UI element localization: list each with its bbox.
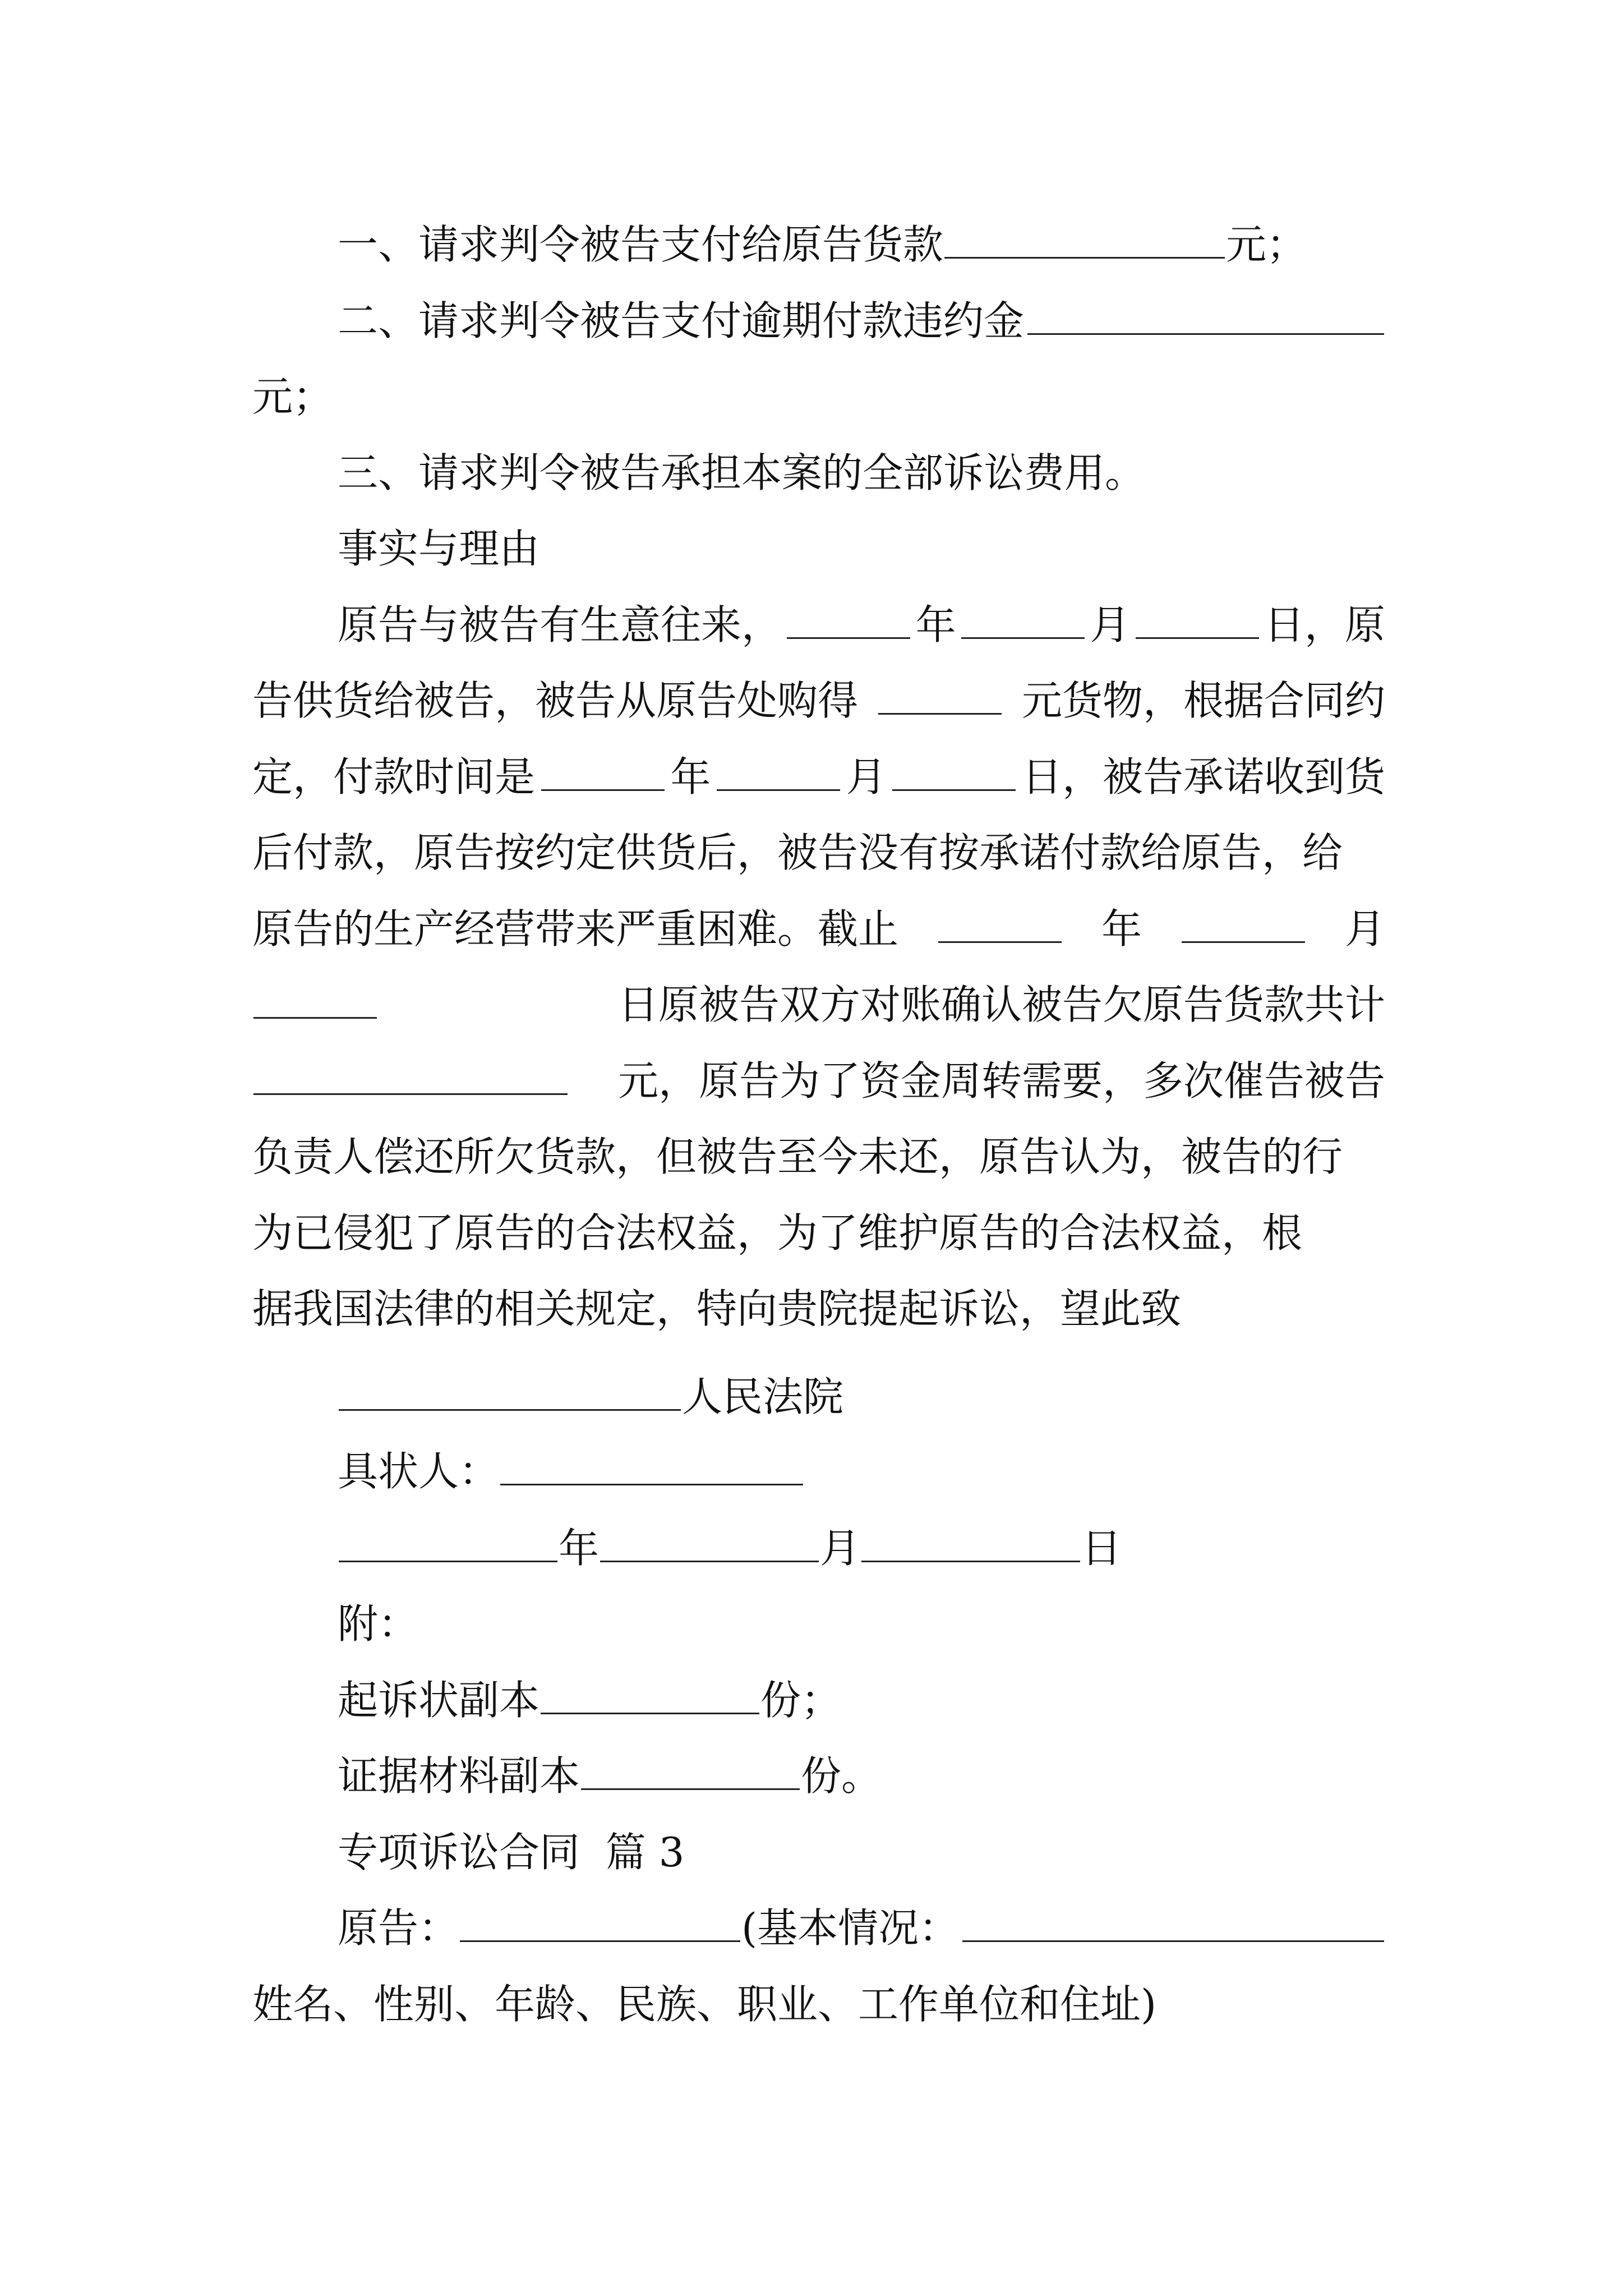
facts-text: 月 — [1090, 601, 1131, 648]
date-year: 年 — [559, 1525, 600, 1572]
plaintiff-name-blank — [460, 1908, 740, 1942]
facts-heading — [338, 521, 1385, 577]
copies-blank — [541, 1680, 759, 1714]
year-blank — [938, 909, 1062, 943]
facts-text: 日，原 — [1264, 601, 1385, 648]
section-title — [338, 1824, 1385, 1880]
plaintiff-detail-text: 姓名、性别、年龄、民族、职业、工作单位和住址) — [252, 1981, 1157, 2028]
amount-blank — [878, 680, 1002, 715]
date-line — [338, 1520, 1385, 1576]
claim-1 — [338, 217, 1385, 273]
month-blank — [717, 757, 840, 791]
signer-label: 具状人： — [338, 1448, 500, 1495]
penalty-blank — [1027, 301, 1384, 335]
amount-blank — [944, 224, 1225, 259]
court-name-blank — [339, 1377, 681, 1411]
year-blank — [339, 1528, 557, 1562]
day-blank — [861, 1528, 1080, 1562]
claim-2-unit: 元； — [252, 373, 334, 420]
attachment-2-unit: 份。 — [801, 1752, 882, 1800]
facts-line-5 — [252, 901, 1385, 957]
facts-line-3 — [252, 749, 1385, 805]
claim-3 — [338, 445, 1385, 501]
plaintiff-info-label: (基本情况： — [741, 1904, 960, 1952]
facts-text: 为已侵犯了原告的合法权益，为了维护原告的合法权益，根 — [252, 1209, 1303, 1257]
attachment-2 — [338, 1748, 1385, 1804]
facts-text: 告供货给被告，被告从原告处购得 — [252, 677, 859, 724]
attachment-label: 附： — [338, 1600, 419, 1648]
day-blank — [1136, 605, 1259, 639]
court-suffix: 人民法院 — [682, 1373, 844, 1420]
attachment-heading — [338, 1596, 1385, 1652]
amount-blank — [253, 1061, 568, 1095]
facts-line-9 — [252, 1205, 1385, 1261]
facts-line-8 — [252, 1129, 1385, 1185]
claim-1-text: 一、请求判令被告支付给原告货款 — [338, 221, 944, 268]
facts-line-2 — [252, 673, 1385, 729]
facts-text: 原告与被告有生意往来， — [338, 601, 782, 648]
plaintiff-detail-line — [252, 1976, 1385, 2032]
facts-text: 日，被告承诺收到货 — [1021, 753, 1385, 800]
attachment-1-unit: 份； — [760, 1677, 842, 1724]
facts-text: 定，付款时间是 — [252, 753, 536, 800]
facts-text: 月 — [846, 753, 887, 800]
attachment-1-text: 起诉状副本 — [338, 1677, 540, 1724]
facts-text: 元，原告为了资金周转需要，多次催告被告 — [617, 1057, 1385, 1105]
attachment-1 — [338, 1672, 1385, 1728]
copies-blank — [581, 1756, 800, 1790]
facts-text: 月 — [1344, 905, 1385, 953]
facts-text: 日原被告双方对账确认被告欠原告货款共计 — [617, 981, 1385, 1028]
month-blank — [1182, 909, 1305, 943]
facts-text: 年 — [915, 601, 956, 648]
court-line — [338, 1369, 1385, 1425]
facts-line-6 — [252, 977, 1385, 1033]
claim-1-unit: 元； — [1226, 221, 1307, 268]
facts-heading-text: 事实与理由 — [338, 525, 540, 572]
month-blank — [600, 1528, 819, 1562]
signer-line — [338, 1443, 1385, 1499]
facts-text: 负责人偿还所欠货款，但被告至今未还，原告认为，被告的行 — [252, 1133, 1343, 1180]
claim-2 — [338, 293, 1385, 349]
date-month: 月 — [820, 1525, 861, 1572]
plaintiff-line — [338, 1900, 1385, 1956]
plaintiff-info-blank — [962, 1908, 1384, 1942]
plaintiff-label: 原告： — [338, 1904, 459, 1952]
month-blank — [961, 605, 1085, 639]
day-blank — [253, 984, 377, 1019]
facts-text: 据我国法律的相关规定，特向贵院提起诉讼，望此致 — [252, 1285, 1182, 1332]
facts-line-10 — [252, 1281, 1385, 1337]
day-blank — [892, 757, 1016, 791]
facts-text: 元货物，根据合同约 — [1021, 677, 1385, 724]
claim-2-cont — [252, 369, 1385, 425]
facts-text: 原告的生产经营带来严重困难。截止 — [252, 905, 899, 953]
facts-text: 后付款，原告按约定供货后，被告没有按承诺付款给原告，给 — [252, 829, 1343, 876]
year-blank — [541, 757, 665, 791]
section-title-text: 专项诉讼合同 篇 3 — [338, 1829, 685, 1876]
claim-2-text: 二、请求判令被告支付逾期付款违约金 — [338, 297, 1025, 344]
facts-text: 年 — [670, 753, 711, 800]
date-day: 日 — [1081, 1525, 1122, 1572]
signer-blank — [500, 1451, 803, 1485]
attachment-2-text: 证据材料副本 — [338, 1752, 580, 1800]
facts-line-4 — [252, 825, 1385, 881]
facts-line-7 — [252, 1053, 1385, 1109]
year-blank — [787, 605, 910, 639]
facts-text: 年 — [1101, 905, 1142, 953]
claim-3-text: 三、请求判令被告承担本案的全部诉讼费用。 — [338, 449, 1146, 496]
facts-line-1 — [338, 597, 1385, 653]
